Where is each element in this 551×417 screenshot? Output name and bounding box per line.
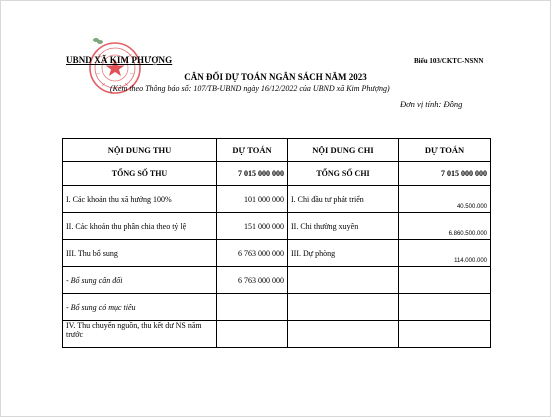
totals-row: [63, 162, 491, 186]
income-amount: 101 000 000: [217, 186, 288, 213]
table-header-row: [63, 139, 491, 162]
doc-subtitle: (Kèm theo Thông báo số: 107/TB-UBND ngày 16/12/2022 của UBND xã Kim Phượng): [110, 84, 390, 93]
income-amount: 6 763 000 000: [217, 240, 288, 267]
total-income-amount: 7 015 000 000: [217, 162, 288, 186]
income-label: II. Các khoản thu phân chia theo tỷ lệ: [63, 213, 217, 240]
expense-amount: 6.860.500.000: [399, 213, 491, 240]
income-amount: 151 000 000: [217, 213, 288, 240]
expense-label: [288, 294, 399, 321]
col-header-income-amount: DỰ TOÁN: [217, 139, 288, 162]
income-label: - Bổ sung có mục tiêu: [63, 294, 217, 321]
total-expense-amount: 7 015 000 000: [399, 162, 491, 186]
col-header-expense: NỘI DUNG CHI: [288, 139, 399, 162]
total-expense-label: TỔNG SỐ CHI: [288, 162, 399, 186]
income-amount: [217, 294, 288, 321]
income-label: I. Các khoản thu xã hưởng 100%: [63, 186, 217, 213]
unit-name: UBND XÃ KIM PHƯỢNG: [66, 55, 173, 65]
table-row: [63, 240, 491, 267]
table-row: [63, 321, 491, 348]
income-amount: 6 763 000 000: [217, 267, 288, 294]
expense-label: [288, 267, 399, 294]
page-title: CÂN ĐỐI DỰ TOÁN NGÂN SÁCH NĂM 2023: [184, 72, 367, 82]
expense-label: III. Dự phòng: [288, 240, 399, 267]
table-row: [63, 294, 491, 321]
expense-amount: [399, 294, 491, 321]
table-row: [63, 186, 491, 213]
expense-label: I. Chi đầu tư phát triển: [288, 186, 399, 213]
expense-label: II. Chi thường xuyên: [288, 213, 399, 240]
budget-table: [62, 138, 491, 348]
expense-amount: 40.500.000: [399, 186, 491, 213]
expense-amount: 114.000.000: [399, 240, 491, 267]
expense-amount: [399, 321, 491, 348]
income-label: IV. Thu chuyển nguồn, thu kết dư NS năm trước: [63, 321, 217, 348]
col-header-income: NỘI DUNG THU: [63, 139, 217, 162]
unit-note: Đơn vị tính: Đồng: [400, 99, 463, 109]
table-row: [63, 213, 491, 240]
income-label: - Bổ sung cân đối: [63, 267, 217, 294]
form-code: Biểu 103/CKTC-NSNN: [414, 57, 484, 65]
expense-amount: [399, 267, 491, 294]
income-amount: [217, 321, 288, 348]
total-income-label: TỔNG SỐ THU: [63, 162, 217, 186]
table-row: [63, 267, 491, 294]
expense-label: [288, 321, 399, 348]
col-header-expense-amount: DỰ TOÁN: [399, 139, 491, 162]
income-label: III. Thu bổ sung: [63, 240, 217, 267]
